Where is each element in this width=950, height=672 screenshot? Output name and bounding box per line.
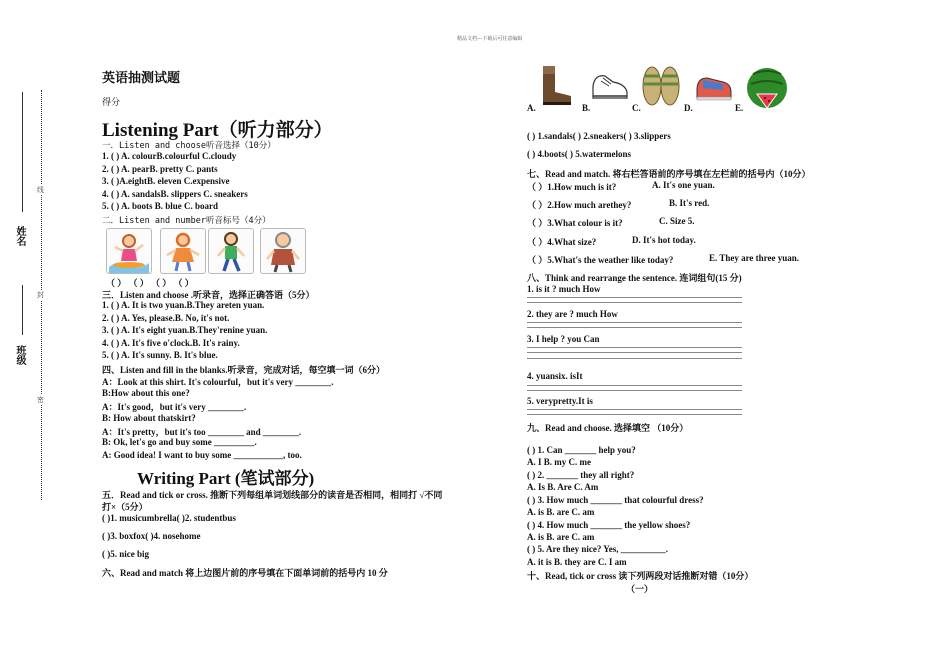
section6-heading: 六、Read and match 将上边图片前的序号填在下面单词前的括号内 10 分: [102, 568, 388, 578]
section1-item: 3. ( )A.eightB. eleven C.expensive: [102, 176, 230, 186]
section1-heading: 一．Listen and choose听音选择（10分）: [102, 141, 276, 151]
answer-line[interactable]: [527, 358, 742, 359]
answer-line[interactable]: [527, 352, 742, 353]
section7-answer: A. It's one yuan.: [652, 180, 715, 190]
section10-subheading: （一）: [626, 584, 654, 594]
listening-part-title: Listening Part（听力部分）: [102, 120, 333, 141]
section7-answer: D. It's hot today.: [632, 235, 696, 245]
section8-item: 1. is it ? much How: [527, 284, 601, 294]
score-label: 得分: [102, 97, 121, 107]
section8-item: 4. yuansix. isIt: [527, 371, 583, 381]
section8-item: 3. I help ? you Can: [527, 334, 600, 344]
section3-item: 1. ( ) A. It is two yuan.B.They areten yuan.: [102, 300, 265, 310]
section9-line: A. it is B. they are C. I am: [527, 557, 627, 567]
section4-line: A：Look at this shirt. It's colourful，but it's very ________.: [102, 377, 334, 387]
sandals-icon: [640, 62, 682, 113]
section7-answer: E. They are three yuan.: [709, 253, 800, 263]
section4-line: B: How about thatskirt?: [102, 413, 196, 423]
section4-line: A: Good idea! I want to buy some ___________, too.: [102, 450, 302, 460]
section5-row: ( )1. musicumbrella( )2. studentbus: [102, 513, 236, 523]
section3-item: 4. ( ) A. It's five o'clock.B. It's rainy.: [102, 338, 240, 348]
section9-line: ( ) 1. Can _______ help you?: [527, 445, 636, 455]
answer-line[interactable]: [527, 347, 742, 348]
section1-item: 1. ( ) A. colourB.colourful C.cloudy: [102, 151, 237, 161]
section9-line: ( ) 2. _______ they all right?: [527, 470, 635, 480]
section8-item: 5. verypretty.It is: [527, 396, 593, 406]
answer-line[interactable]: [527, 414, 742, 415]
section8-item: 2. they are ? much How: [527, 309, 618, 319]
writing-part-title: Writing Part (笔试部分): [137, 469, 315, 488]
image-label-a: A.: [527, 103, 536, 113]
image-label-d: D.: [684, 103, 693, 113]
class-label: 班级: [14, 345, 25, 365]
section4-heading: 四、Listen and fill in the blanks.听录音，完成对话，每空填一词（6分）: [102, 365, 386, 375]
answer-line[interactable]: [527, 302, 742, 303]
section2-heading: 二．Listen and number听音标号（4分）: [102, 216, 271, 226]
section7-answer: C. Size 5.: [659, 216, 695, 226]
section3-heading: 三．Listen and choose .听录音，选择正确答语（5分）: [102, 290, 315, 300]
section7-question: （ ）2.How much arethey?: [527, 200, 632, 210]
binding-line-char: 线: [37, 186, 44, 194]
old-man-icon: [260, 228, 306, 274]
section9-line: A. is B. are C. am: [527, 532, 595, 542]
section9-line: A. Is B. Are C. Am: [527, 482, 599, 492]
girl-playing-icon: [160, 228, 206, 274]
section7-question: （ ）4.What size?: [527, 237, 597, 247]
section9-line: A. is B. are C. am: [527, 507, 595, 517]
section5-row: ( )3. boxfox( )4. nosehome: [102, 531, 201, 541]
section1-item: 5. ( ) A. boots B. blue C. board: [102, 201, 219, 211]
answer-line[interactable]: [527, 297, 742, 298]
slippers-icon: [693, 64, 735, 111]
section3-item: 5. ( ) A. It's sunny. B. It's blue.: [102, 350, 218, 360]
boots-icon: [537, 62, 577, 113]
section8-heading: 八、Think and rearrange the sentence. 连词组句(15 分): [527, 273, 742, 283]
section3-item: 3. ( ) A. It's eight yuan.B.They'renine yuan.: [102, 325, 268, 335]
sneakers-icon: [589, 64, 631, 111]
section9-line: ( ) 5. Are they nice? Yes, __________.: [527, 544, 668, 554]
match-row: ( ) 1.sandals( ) 2.sneakers( ) 3.slippers: [527, 131, 671, 141]
section7-question: （ ）1.How much is it?: [527, 182, 617, 192]
section9-line: ( ) 3. How much _______ that colourful dress?: [527, 495, 704, 505]
section7-question: （ ）5.What's the weather like today?: [527, 255, 674, 265]
class-underline: [22, 285, 23, 335]
section4-line: A：It's pretty，but it's too ________ and ________.: [102, 427, 302, 437]
section7-heading: 七、Read and match. 将右栏答语前的序号填在左栏前的括号内（10分）: [527, 169, 811, 179]
section4-line: B: Ok, let's go and buy some _________.: [102, 437, 257, 447]
watermelon-icon: [743, 64, 791, 115]
exam-title: 英语抽测试题: [102, 71, 181, 86]
answer-line[interactable]: [527, 322, 742, 323]
name-underline: [22, 92, 23, 212]
section7-answer: B. It's red.: [669, 198, 710, 208]
match-row: ( ) 4.boots( ) 5.watermelons: [527, 149, 631, 159]
name-label: 姓名: [14, 226, 25, 246]
section2-blanks: （ ） （ ） （ ） （ ）: [106, 278, 194, 288]
section10-heading: 十、Read, tick or cross 读下列两段对话推断对错（10分）: [527, 571, 754, 581]
girl-surfing-icon: [106, 228, 152, 274]
page-header-note: 精品文档---下载后可任意编辑: [457, 36, 523, 42]
boy-walking-icon: [208, 228, 254, 274]
section5-row: ( )5. nice big: [102, 549, 149, 559]
section9-line: ( ) 4. How much _______ the yellow shoes?: [527, 520, 691, 530]
answer-line[interactable]: [527, 327, 742, 328]
image-label-e: E.: [735, 103, 744, 113]
section9-heading: 九、Read and choose. 选择填空 （10分）: [527, 423, 689, 433]
image-label-b: B.: [582, 103, 591, 113]
answer-line[interactable]: [527, 390, 742, 391]
binding-secret-char: 密: [37, 396, 44, 404]
section4-line: A：It's good，but it's very ________.: [102, 402, 247, 412]
section5-heading: 五．Read and tick or cross. 推断下列每组单词划线部分的读音是否相同，相同打 √不同: [102, 490, 443, 500]
section4-line: B:How about this one?: [102, 388, 190, 398]
section1-item: 2. ( ) A. pearB. pretty C. pants: [102, 164, 218, 174]
section3-item: 2. ( ) A. Yes, please.B. No, it's not.: [102, 313, 230, 323]
image-label-c: C.: [632, 103, 641, 113]
section9-line: A. I B. my C. me: [527, 457, 591, 467]
binding-seal-char: 封: [37, 291, 44, 299]
answer-line[interactable]: [527, 409, 742, 410]
section7-question: （ ）3.What colour is it?: [527, 218, 623, 228]
answer-line[interactable]: [527, 385, 742, 386]
section1-item: 4. ( ) A. sandalsB. slippers C. sneakers: [102, 189, 248, 199]
section5-heading-2: 打×（5分）: [102, 502, 148, 512]
